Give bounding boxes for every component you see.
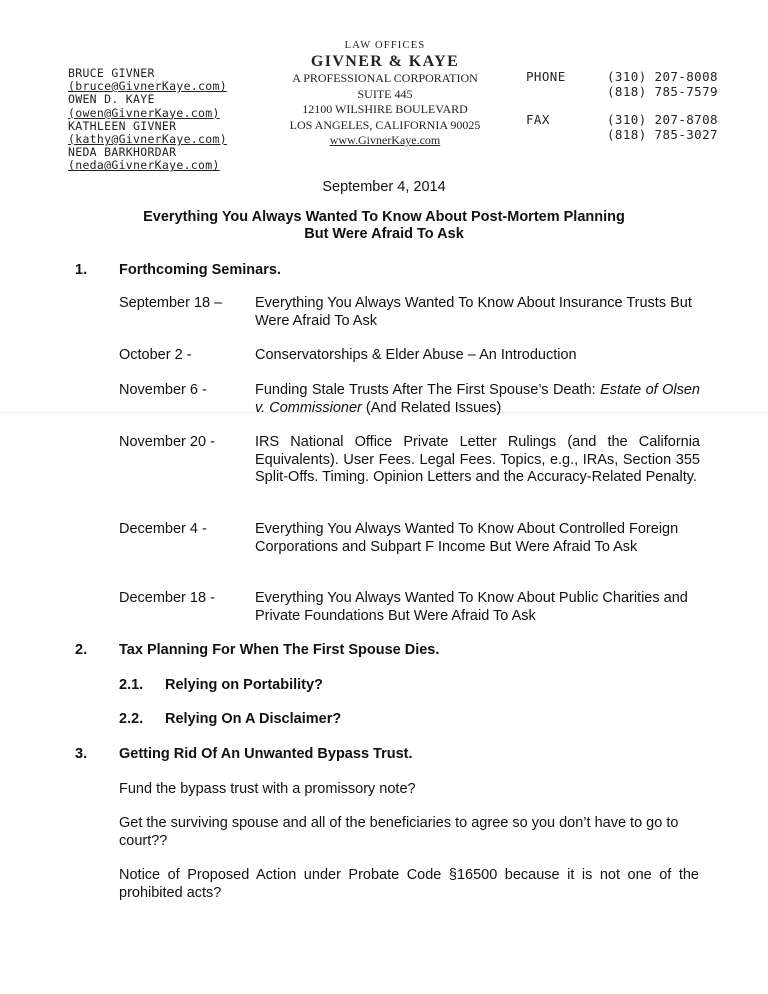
section-3-number: 3. [75,746,88,762]
firm-block [270,40,500,149]
seminar-description [255,382,700,417]
attorney-email[interactable]: (owen@GivnerKaye.com) [68,105,220,120]
title-line-1: Everything You Always Wanted To Know About Post-Mortem Planning [143,209,625,225]
document-date: September 4, 2014 [322,179,446,195]
seminar-date: November 6 - [119,382,207,398]
seminar-description: Everything You Always Wanted To Know About Public Charities and Private Foundations But Were Afraid To Ask [255,590,688,624]
phone-block [526,69,726,103]
attorney-email[interactable]: (kathy@GivnerKaye.com) [68,132,227,147]
attorney-name: KATHLEEN GIVNER [68,118,177,133]
phone-number: (310) 207-8008 [607,69,718,84]
firm-street: 12100 WILSHIRE BOULEVARD [302,102,468,116]
phone-label: PHONE [526,69,566,84]
seminar-date: September 18 – [119,295,223,311]
section-1-heading: Forthcoming Seminars. [119,262,281,278]
subsection-2-1-number: 2.1. [119,677,144,693]
firm-name: GIVNER & KAYE [310,53,460,70]
document-title [0,209,768,243]
fax-block [526,112,726,146]
law-offices-label: LAW OFFICES [344,40,426,51]
phone-number: (818) 785-7579 [607,84,718,99]
section-3-paragraph: Fund the bypass trust with a promissory note? [119,781,416,797]
seminar-date: October 2 - [119,347,192,363]
seminar-description: Conservatorships & Elder Abuse – An Introduction [255,347,577,363]
firm-suite: SUITE 445 [357,86,413,101]
seminar-description: Everything You Always Wanted To Know About Controlled Foreign Corporations and Subpart F Income But Were Afraid To Ask [255,521,679,555]
seminar-date: December 18 - [119,590,215,606]
attorney-email[interactable]: (neda@GivnerKaye.com) [68,158,220,173]
firm-website-link[interactable]: www.GivnerKaye.com [329,133,441,147]
section-3-paragraph: Notice of Proposed Action under Probate Code §16500 because it is not one of the prohibited acts? [119,867,699,901]
attorney-email[interactable]: (bruce@GivnerKaye.com) [68,79,227,94]
attorney-list [68,67,227,173]
section-1-number: 1. [75,262,88,278]
attorney-name: BRUCE GIVNER [68,66,155,80]
section-2-number: 2. [75,642,88,658]
section-3-heading: Getting Rid Of An Unwanted Bypass Trust. [119,746,413,762]
seminar-description-part: (And Related Issues) [361,399,502,416]
fax-number: (818) 785-3027 [607,127,718,142]
attorney-name: NEDA BARKHORDAR [68,145,177,160]
subsection-2-1-heading: Relying on Portability? [165,677,323,693]
fax-label: FAX [526,112,550,127]
section-2-heading: Tax Planning For When The First Spouse Dies. [119,642,440,658]
section-3-paragraph: Get the surviving spouse and all of the beneficiaries to agree so you don’t have to go to court?? [119,815,679,849]
subsection-2-2-number: 2.2. [119,711,144,727]
subsection-2-2-heading: Relying On A Disclaimer? [165,711,342,727]
seminar-description-part: Funding Stale Trusts After The First Spouse’s Death: [255,382,601,398]
fax-number: (310) 207-8708 [607,112,718,127]
seminar-description: Everything You Always Wanted To Know About Insurance Trusts But Were Afraid To Ask [255,295,692,329]
firm-type: A PROFESSIONAL CORPORATION [292,71,478,85]
firm-city: LOS ANGELES, CALIFORNIA 90025 [289,117,481,132]
seminar-date: December 4 - [119,521,207,537]
case-citation: Estate of Olsen v. Commissioner [255,382,701,416]
seminar-description: IRS National Office Private Letter Rulings (and the California Equivalents). User Fees. Legal Fees. Topics, e.g., IRAs, Section 355 Split-Offs. Timing. Opinion Letters and the Accuracy-Related Penalty. [255,434,700,486]
title-line-2: But Were Afraid To Ask [304,226,464,242]
seminar-date: November 20 - [119,434,215,450]
attorney-name: OWEN D. KAYE [68,92,155,107]
